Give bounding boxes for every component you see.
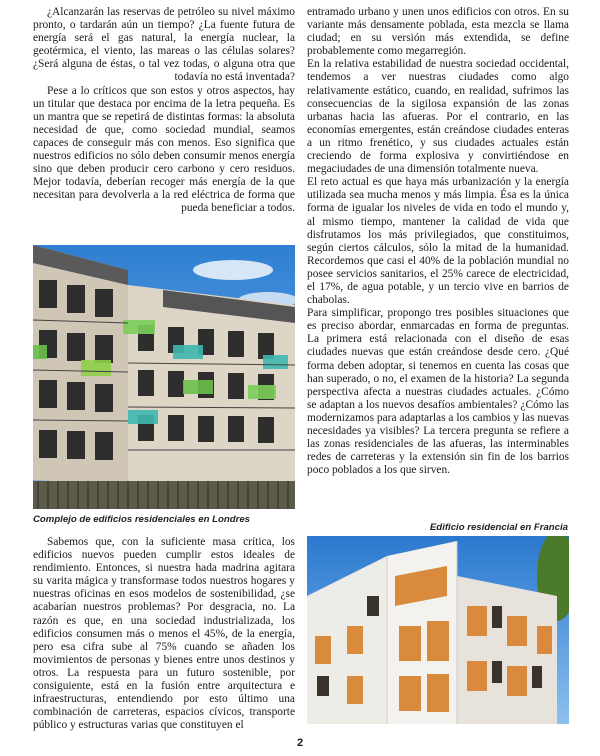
paragraph: Pese a lo críticos que son estos y otros aspectos, hay un titular que destaca por encima de la letra pequeña. Es un mantra que se repetirá de distintas formas: la absoluta necesidad de que, como sociedad mundial, seamos capaces de conseguir más con menos. Eso significa que nuestros edificios no sólo deben consumir menos energía sino que deben producir cero carbono y cero residuos. Mejor todavía, deberían recoger más energía de la que necesitan para devolverla a la red eléctrica de forma que pueda beneficiar a todos. <box>33 84 295 215</box>
paragraph: Para simplificar, propongo tres posibles situaciones que es preciso abordar, enmarcadas en forma de preguntas. La primera está relacionada con el diseño de esas ciudades nuevas que están creándose desde cero. ¿Qué forma deben adoptar, si tenemos en cuenta las cosas que han superado, o no, el examen de la historia? La segunda perspectiva afecta a nuestras ciudades actuales. ¿Cómo se adaptan a los nuevos desafíos ambientales? ¿Cómo las modernizamos para adaptarlas a los cambios y las nuevas necesidades ya visibles? La tercera pregunta se refiere a las zonas residenciales de las afueras, las interminables redes de carreteras y la extensión sin fin de los barrios poco poblados a los que sirven. <box>307 307 569 477</box>
london-photo-caption: Complejo de edificios residenciales en Londres <box>33 514 250 525</box>
paragraph: Sabemos que, con la suficiente masa crítica, los edificios nuevos pueden cumplir estos ideales de rendimiento. Entonces, si nuestra hada madrina agitara su varita mágica y transformase todos nuestros hogares y nuestras oficinas en esos modelos de sostenibilidad, ¿se acabarían nuestros problemas? Por desgracia, no. La razón es que, en una sociedad industrializada, los edificios consumen más o menos el 45%, de la energía, pero esa cifra sube al 75% cuando se añaden los movimientos de personas y bienes entre unos destinos y otros. La respuesta para un futuro sostenible, por consiguiente, está en la fusión entre arquitectura e infraestructuras, entendiendo por esto último una combinación de carreteras, espacios cívicos, transporte público y estructuras varias que constituyen el <box>33 536 295 732</box>
text-column-left-bottom <box>33 536 295 732</box>
paragraph: El reto actual es que haya más urbanización y la energía utilizada sea mucha menos y más limpia. Ésa es la única forma de igualar los niveles de vida en todo el mundo y, al mismo tiempo, mantener la calidad de vida que disfrutamos los más privilegiados, que constituimos, según ciertos cálculos, sólo la mitad de la humanidad. Recordemos que casi el 40% de la población mundial no posee servicios sanitarios, el 25% carece de electricidad, el 17%, de agua potable, y un tercio vive en barrios de chabolas. <box>307 176 569 307</box>
text-column-right <box>307 6 569 477</box>
paragraph: En la relativa estabilidad de nuestra sociedad occidental, tendemos a ver nuestras ciudades como algo relativamente estático, cuando, en realidad, sufrimos las consecuencias de la sigilosa expansión de las zonas urbanas hacia las afueras. Por el contrario, en las economías emergentes, están creándose ciudades enteras a un ritmo frenético, y sus ciudades actuales están creciendo de forma explosiva y convirtiéndose en megaciudades de una dimensión totalmente nueva. <box>307 58 569 176</box>
london-residential-photo <box>33 245 295 509</box>
paragraph: entramado urbano y unen unos edificios con otros. En su variante más densamente poblada, esta mezcla se llama ciudad; en su versión más extendida, se define probablemente como megarregión. <box>307 6 569 58</box>
france-photo-caption: Edificio residencial en Francia <box>429 522 568 533</box>
page-number: 2 <box>296 737 304 749</box>
france-building-illustration <box>307 536 569 724</box>
france-residential-photo <box>307 536 569 724</box>
text-column-left-top <box>33 6 295 216</box>
paragraph: ¿Alcanzarán las reservas de petróleo su nivel máximo pronto, o tardarán aún un tiempo? ¿La fuente futura de energía será el gas natural, la energía nuclear, la geotérmica, el viento, las mareas o las células solares? ¿Será alguna de éstas, o tal vez todas, o alguna otra que todavía no está inventada? <box>33 6 295 84</box>
london-building-illustration <box>33 245 295 509</box>
